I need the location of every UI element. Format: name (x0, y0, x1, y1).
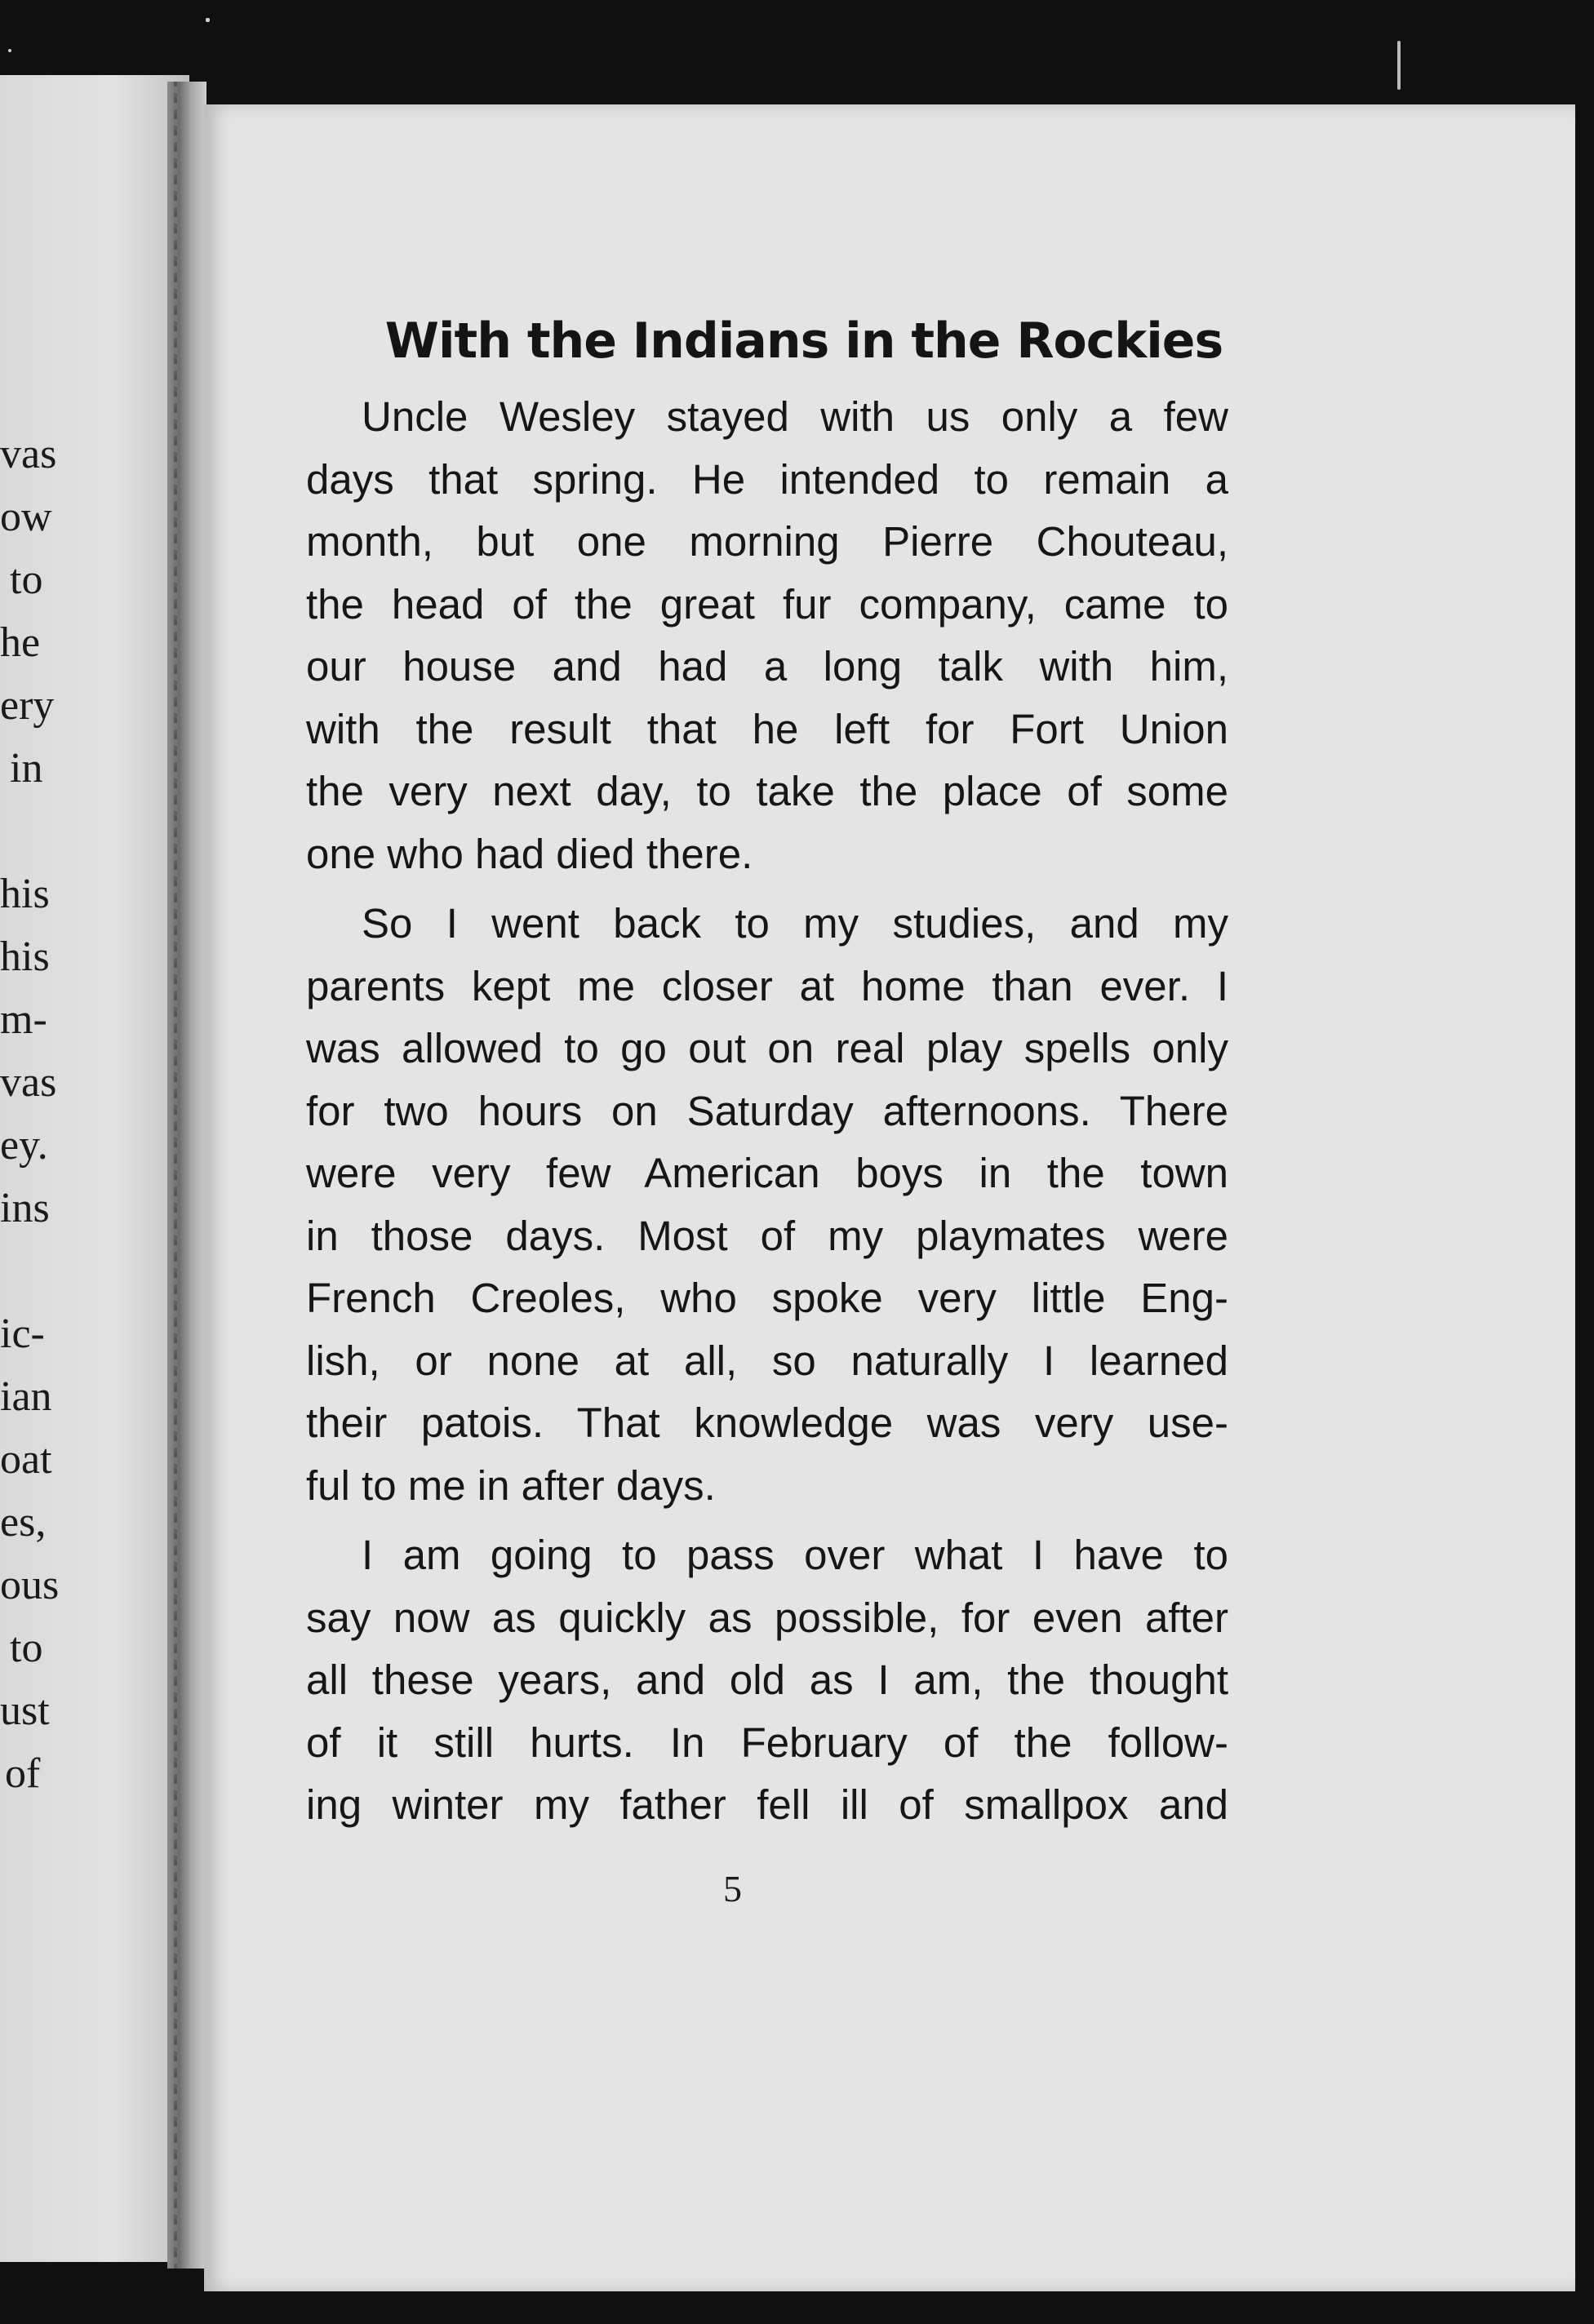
previous-page-text (0, 75, 189, 2262)
text-line: were very few American boys in the town (306, 1150, 1228, 1196)
line-fragment: ins (0, 1185, 50, 1231)
chapter-title: With the Indians in the Rockies (384, 313, 1223, 370)
previous-page-edge (0, 75, 189, 2262)
line-fragment: to (10, 557, 43, 603)
text-line: in those days. Most of my playmates were (306, 1212, 1228, 1259)
text-line: Uncle Wesley stayed with us only a few (362, 393, 1228, 440)
line-fragment: ust (0, 1688, 50, 1734)
text-line: their patois. That knowledge was very use- (306, 1399, 1228, 1446)
text-line: with the result that he left for Fort Union (306, 705, 1228, 752)
text-line: one who had died there. (306, 830, 753, 877)
text-line: month, but one morning Pierre Chouteau, (306, 518, 1228, 565)
text-line: ing winter my father fell ill of smallpox and (306, 1781, 1228, 1828)
text-line: parents kept me closer at home than ever. I (306, 962, 1228, 1009)
book-spine-gutter (167, 82, 206, 2269)
line-fragment: ery (0, 682, 55, 729)
line-fragment: m- (0, 996, 47, 1043)
page-body (306, 386, 1228, 1837)
text-line: the very next day, to take the place of some (306, 768, 1228, 814)
line-fragment: ow (0, 494, 52, 540)
line-fragment: ous (0, 1562, 60, 1608)
line-fragment: to (10, 1625, 43, 1671)
paragraph (306, 386, 1228, 885)
text-line: all these years, and old as I am, the thought (306, 1657, 1228, 1703)
text-line: the head of the great fur company, came to (306, 580, 1228, 628)
line-fragment: he (0, 619, 41, 666)
book-page (204, 104, 1575, 2291)
page-number: 5 (723, 1868, 742, 1909)
text-line: So I went back to my studies, and my (362, 900, 1228, 947)
text-line: I am going to pass over what I have to (362, 1532, 1228, 1578)
line-fragment: es, (0, 1499, 47, 1546)
text-line: days that spring. He intended to remain a (306, 455, 1228, 503)
text-line: our house and had a long talk with him, (306, 643, 1228, 690)
text-line: lish, or none at all, so naturally I learned (306, 1337, 1228, 1384)
text-line: ful to me in after days. (306, 1461, 716, 1509)
text-line: of it still hurts. In February of the follow- (306, 1719, 1228, 1766)
text-line: was allowed to go out on real play spells only (306, 1025, 1228, 1071)
line-fragment: ic- (0, 1311, 45, 1357)
dust-speck (206, 18, 210, 22)
line-fragment: his (0, 871, 50, 917)
dust-speck (8, 49, 11, 52)
paragraph (306, 1524, 1228, 1837)
line-fragment: ian (0, 1373, 52, 1420)
line-fragment: his (0, 934, 50, 980)
line-fragment: ey. (0, 1122, 48, 1169)
line-fragment: of (5, 1750, 41, 1797)
line-fragment: oat (0, 1436, 52, 1483)
line-fragment: vas (0, 431, 57, 477)
text-line: for two hours on Saturday afternoons. There (306, 1087, 1228, 1134)
line-fragment: in (10, 745, 43, 792)
text-line: say now as quickly as possible, for even after (306, 1594, 1228, 1641)
dust-speck (1397, 41, 1401, 90)
paragraph (306, 893, 1228, 1517)
text-line: French Creoles, who spoke very little Eng- (306, 1275, 1228, 1321)
line-fragment: vas (0, 1059, 57, 1106)
